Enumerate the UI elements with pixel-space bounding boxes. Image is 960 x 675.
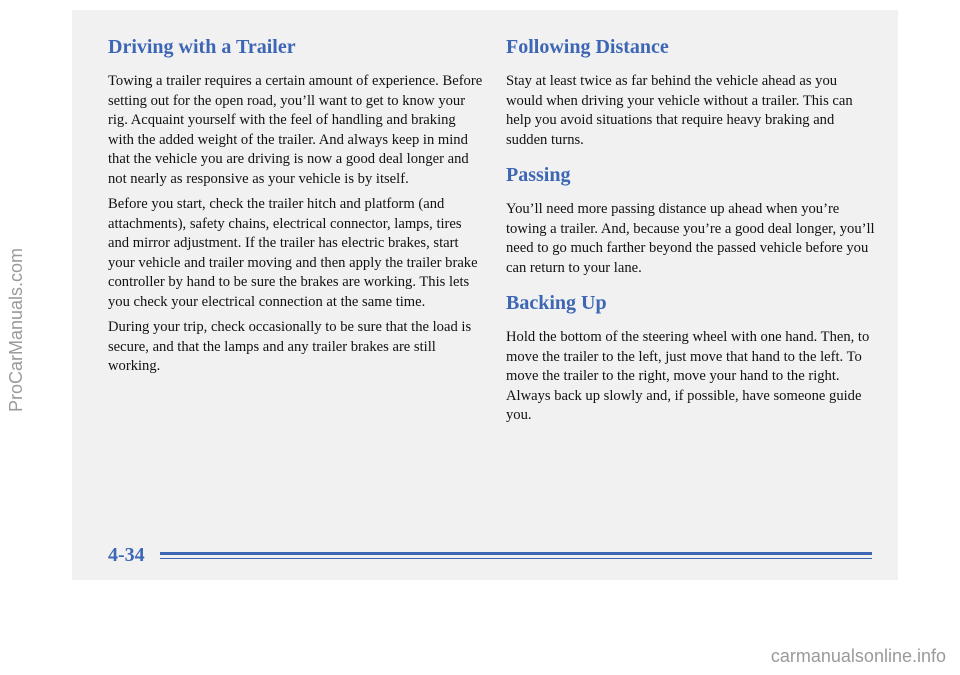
paragraph-passing: You’ll need more passing distance up ahead when you’re towing a trailer. And, because you’re a good deal longer, you’ll need to go much farther beyond the passed vehicle before you can return to your lane. (506, 201, 875, 276)
paragraph-driving-3: During your trip, check occasionally to be sure that the load is secure, and that the lamps and any trailer brakes are still working. (108, 319, 472, 374)
section-following-distance (506, 34, 876, 150)
footer-rule (160, 552, 872, 555)
page-number: 4-34 (108, 544, 145, 566)
footer-rule-thin (160, 558, 872, 559)
side-watermark-text: ProCarManuals.com (6, 247, 26, 412)
section-passing (506, 162, 876, 278)
right-column (506, 34, 876, 438)
heading-passing: Passing (506, 164, 571, 186)
bottom-watermark: carmanualsonline.info (770, 646, 946, 666)
paragraph-following-distance: Stay at least twice as far behind the vehicle ahead as you would when driving your vehicle without a trailer. This can help you avoid situations that require heavy braking and sudden turns. (506, 73, 853, 148)
section-backing-up (506, 290, 876, 426)
page-footer (108, 543, 872, 567)
heading-driving-with-trailer: Driving with a Trailer (108, 36, 296, 58)
paragraph-backing-up: Hold the bottom of the steering wheel with one hand. Then, to move the trailer to the left, just move that hand to the left. To move the trailer to the right, move your hand to the right. Always back up slowly and, if possible, have someone guide you. (506, 329, 870, 423)
manual-page (72, 10, 898, 580)
heading-following-distance: Following Distance (506, 36, 669, 58)
section-driving-with-trailer (108, 34, 483, 377)
heading-backing-up: Backing Up (506, 292, 607, 314)
left-column (108, 34, 483, 389)
paragraph-driving-2: Before you start, check the trailer hitch and platform (and attachments), safety chains, electrical connector, lamps, tires and mirror adjustment. If the trailer has electric brakes, start your vehicle and trailer moving and then apply the trailer brake controller by hand to be sure the brakes are working. This lets you check your electrical connection at the same time. (108, 196, 478, 310)
side-watermark (2, 0, 24, 420)
paragraph-driving-1: Towing a trailer requires a certain amount of experience. Before setting out for the open road, you’ll want to get to know your rig. Acquaint yourself with the feel of handling and braking with the added weight of the trailer. And always keep in mind that the vehicle you are driving is now a good deal longer and not nearly as responsive as your vehicle is by itself. (108, 73, 483, 187)
